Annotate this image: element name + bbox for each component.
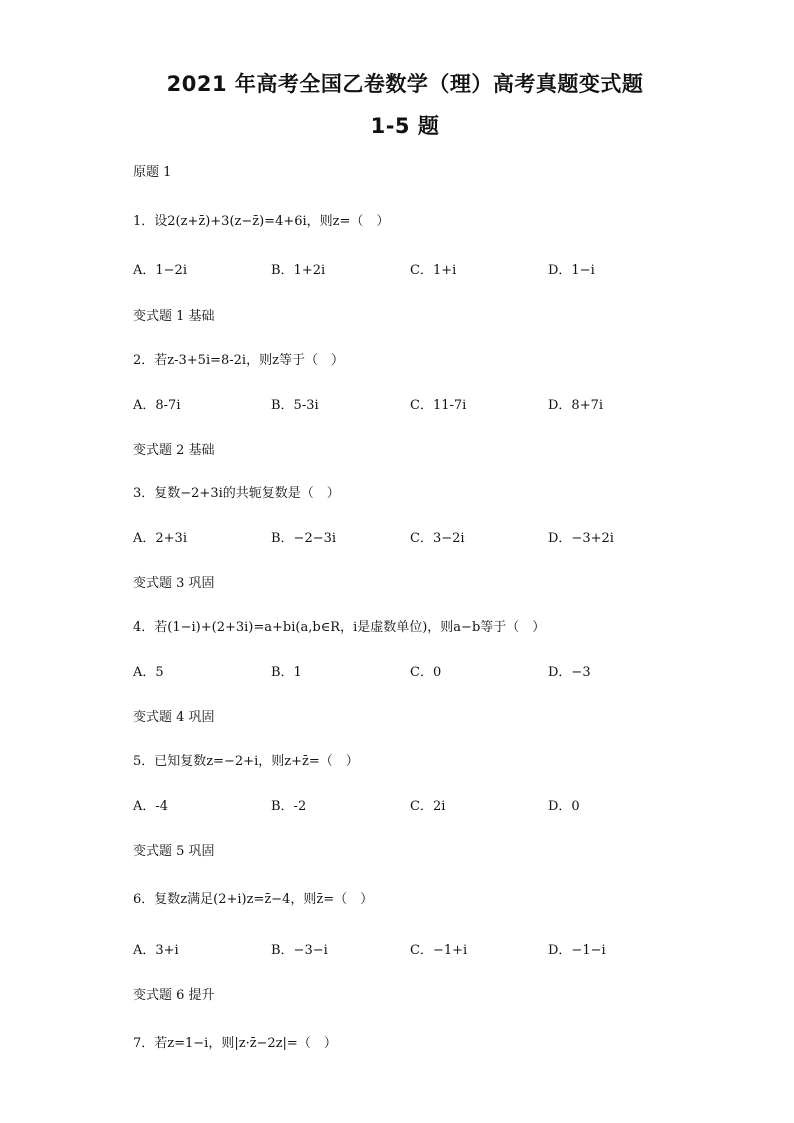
option-c: C．11-7i bbox=[410, 398, 467, 413]
option-d: D．−3 bbox=[548, 665, 591, 680]
option-c: C．3−2i bbox=[410, 531, 465, 546]
option-a: A．2+3i bbox=[133, 531, 187, 546]
option-d: D．−3+2i bbox=[548, 531, 614, 546]
option-a: A．5 bbox=[133, 665, 164, 680]
question-text: 5．已知复数z=−2+i，则z+z̄=（ ） bbox=[133, 754, 359, 769]
option-a: A．3+i bbox=[133, 943, 179, 958]
question-text: 3．复数−2+3i的共轭复数是（ ） bbox=[133, 486, 340, 501]
section-heading: 变式题 1 基础 bbox=[133, 309, 215, 324]
option-d: D．1−i bbox=[548, 263, 595, 278]
section-heading: 变式题 4 巩固 bbox=[133, 710, 215, 725]
option-c: C．−1+i bbox=[410, 943, 468, 958]
document-title: 2021 年高考全国乙卷数学（理）高考真题变式题 bbox=[166, 72, 644, 96]
option-a: A．8-7i bbox=[133, 398, 181, 413]
section-heading: 变式题 6 提升 bbox=[133, 988, 215, 1003]
option-d: D．8+7i bbox=[548, 398, 604, 413]
section-heading: 变式题 3 巩固 bbox=[133, 576, 215, 591]
option-b: B．1 bbox=[271, 665, 302, 680]
option-b: B．−3−i bbox=[271, 943, 328, 958]
question-text: 4．若(1−i)+(2+3i)=a+bi(a,b∈R，i是虚数单位)，则a−b等于（ ） bbox=[133, 620, 546, 635]
section-heading: 变式题 5 巩固 bbox=[133, 844, 215, 859]
option-c: C．1+i bbox=[410, 263, 457, 278]
option-b: B．5-3i bbox=[271, 398, 319, 413]
option-b: B．-2 bbox=[271, 799, 307, 814]
option-d: D．−1−i bbox=[548, 943, 606, 958]
option-a: A．1−2i bbox=[133, 263, 187, 278]
option-b: B．−2−3i bbox=[271, 531, 337, 546]
question-text: 2．若z-3+5i=8-2i，则z等于（ ） bbox=[133, 353, 344, 368]
option-c: C．0 bbox=[410, 665, 442, 680]
question-text: 7．若z=1−i，则|z·z̄−2z|=（ ） bbox=[133, 1036, 337, 1051]
option-c: C．2i bbox=[410, 799, 446, 814]
question-text: 6．复数z满足(2+i)z=z̄−4，则z̄=（ ） bbox=[133, 892, 374, 907]
option-d: D．0 bbox=[548, 799, 580, 814]
section-heading: 原题 1 bbox=[133, 165, 172, 180]
section-heading: 变式题 2 基础 bbox=[133, 443, 215, 458]
option-b: B．1+2i bbox=[271, 263, 326, 278]
question-text: 1．设2(z+z̄)+3(z−z̄)=4+6i，则z=（ ） bbox=[133, 214, 390, 229]
document-subtitle: 1-5 题 bbox=[370, 114, 440, 138]
option-a: A．-4 bbox=[133, 799, 169, 814]
